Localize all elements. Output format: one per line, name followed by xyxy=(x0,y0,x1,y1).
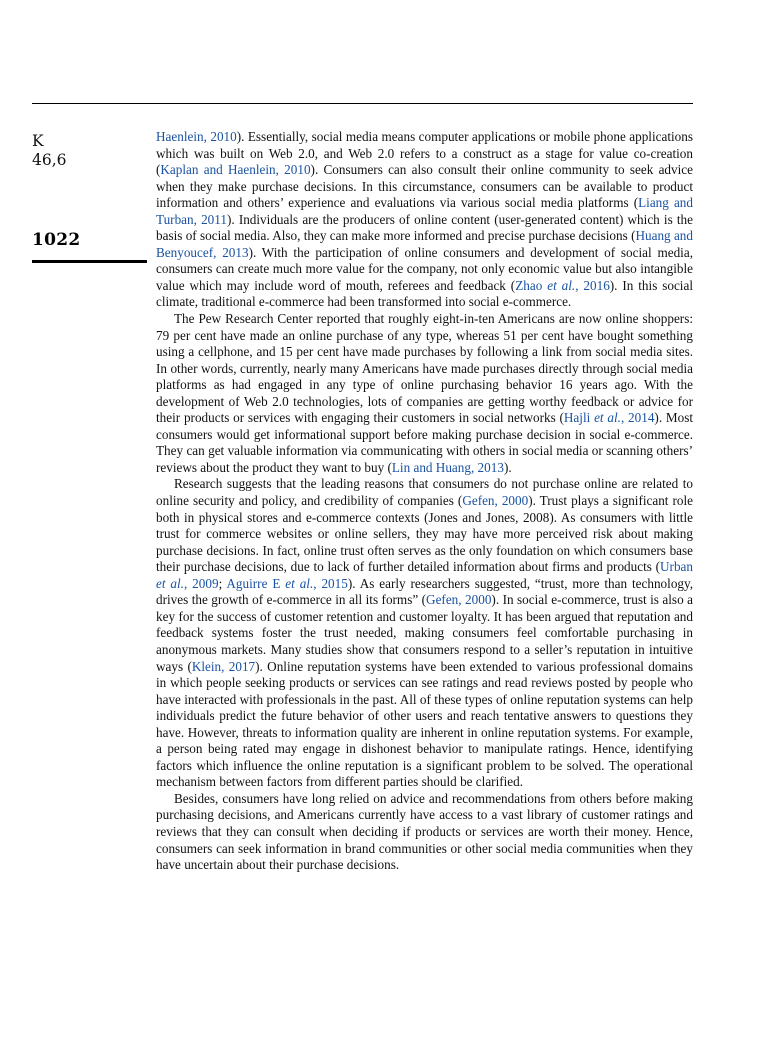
text-segment: ). Consumers can also consult their online community to seek advice when they make purchase decisions. In this circumstance, consumers can be available to product information and others’ experience and evaluations via various social media platforms ( xyxy=(156,162,693,211)
header-rule xyxy=(32,103,693,104)
citation-link[interactable]: Kaplan and Haenlein, 2010 xyxy=(160,162,311,178)
text-segment: ). Online reputation systems have been extended to various professional domains in which people seeking products or services can see ratings and read reviews posted by people who have interacted with professionals in the past. All of these types of online reputation systems can help individuals predict the future behavior of other users and reach tentative answers to questions they have. However, threats to information quality are inherent in online reputation systems. For example, a person being rated may engage in dishonest behavior to manipulate ratings. Hence, identifying factors which influence the online reputation is a significant problem to be solved. The operational mechanism between factors from different parties should be clarified. xyxy=(156,658,693,790)
text-segment: ). In this social climate, traditional e-commerce had been transformed into social e-commerce. xyxy=(156,277,693,310)
citation-link[interactable]: Gefen, 2000 xyxy=(462,493,529,509)
text-segment: Research suggests that the leading reasons that consumers do not purchase online are related to online security and policy, and credibility of companies ( xyxy=(156,476,693,509)
text-segment: ). Trust plays a significant role both in physical stores and e-commerce contexts (Jones and Jones, 2008). As consumers with little trust for commerce websites or online sellers, they may have more perceived risk about making purchase decisions. In fact, online trust often serves as the only foundation on which consumers base their purchase decisions, due to lack of further detailed information about firms and products ( xyxy=(156,493,693,575)
text-segment: ). With the participation of online consumers and development of social media, consumers can create much more value for the company, not only economic value but also intangible value which may include word of mouth, referees and feedback ( xyxy=(156,244,693,293)
text-segment: ). xyxy=(503,459,512,475)
article-body xyxy=(156,129,693,874)
text-segment: ). Individuals are the producers of online content (user-generated content) which is the basis of social media. Also, they can make more informed and precise purchase decisions ( xyxy=(156,211,693,244)
text-segment: ). In social e-commerce, trust is also a key for the success of customer retention and customer loyalty. It has been argued that reputation and feedback systems foster the trust needed, making consumers feel comfortable purchasing in anonymous markets. Many studies show that consumers respond to a seller’s reputation in intuitive ways ( xyxy=(156,592,693,674)
text-segment: ). As early researchers suggested, “trust, more than technology, drives the growth of e-commerce in all its forms” ( xyxy=(156,575,694,608)
citation-link[interactable]: Liang and Turban, 2011 xyxy=(156,195,693,227)
text-segment: The Pew Research Center reported that roughly eight-in-ten Americans are now online shoppers: 79 per cent have made an online purchase of any type, whereas 51 per cent have bought something using a cellphone, and 15 per cent have made purchases by following a link from social media sites. In other words, currently, nearly many Americans have made purchases directly through social media platforms as had engaged in any type of online purchasing behavior 16 years ago. With the development of Web 2.0 technologies, lots of companies are getting worthy feedback or advice for their products or services with engaging their customers in social networks ( xyxy=(156,311,693,426)
text-segment: Besides, consumers have long relied on advice and recommendations from others before making purchasing decisions, and Americans currently have access to a vast library of customer ratings and reviews that they can consult when deciding if products or services are worth their money. Hence, consumers can seek information in brand communities or other social media communities when they have uncertain about their purchase decisions. xyxy=(156,790,693,873)
text-segment: ). Most consumers would get informational support before making purchase decision in social e-commerce. They can get valuable information via communicating with others in social media or scanning others’ reviews about the product they want to buy ( xyxy=(156,410,694,475)
citation-link[interactable]: Lin and Huang, 2013 xyxy=(391,459,504,475)
citation-link[interactable]: Zhao et al., 2016 xyxy=(515,277,610,293)
citation-link[interactable]: Klein, 2017 xyxy=(191,658,256,674)
journal-info xyxy=(32,132,67,170)
citation-link[interactable]: Huang and Benyoucef, 2013 xyxy=(156,228,693,260)
citation-link[interactable]: Gefen, 2000 xyxy=(426,592,492,608)
citation-link[interactable]: Aguirre E et al., 2015 xyxy=(226,575,348,591)
page-number-rule xyxy=(32,260,147,263)
journal-code: K xyxy=(32,132,44,150)
text-segment: ; xyxy=(218,575,227,591)
volume-issue: 46,6 xyxy=(32,151,67,169)
citation-link[interactable]: Hajli et al., 2014 xyxy=(563,410,655,426)
text-segment: ). Essentially, social media means computer applications or mobile phone applications which was built on Web 2.0, and Web 2.0 refers to a construct as a stage for value co-creation ( xyxy=(156,129,693,178)
paragraph-3 xyxy=(156,476,693,790)
page-number: 1022 xyxy=(32,230,81,250)
citation-link[interactable]: Haenlein, 2010 xyxy=(156,129,237,144)
citation-link[interactable]: Urban et al., 2009 xyxy=(156,559,693,591)
paragraph-1 xyxy=(156,129,693,311)
paragraph-2 xyxy=(156,311,693,476)
paragraph-4 xyxy=(156,791,693,874)
